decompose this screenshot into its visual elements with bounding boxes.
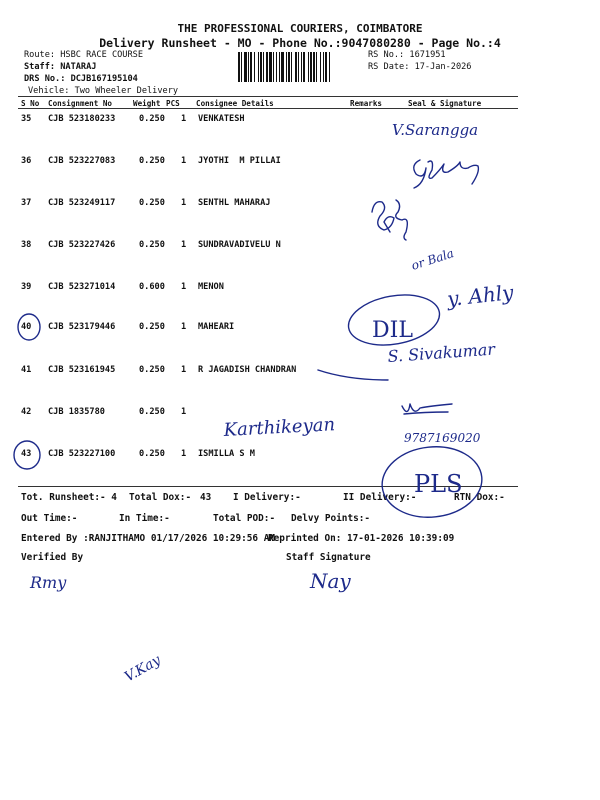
rtn-dox: RTN Dox:-: [454, 492, 505, 503]
row-consignee: VENKATESH: [198, 114, 245, 124]
row-consignee: MAHEARI: [198, 322, 235, 332]
row-sno: 41: [21, 365, 32, 375]
row-consignment: CJB 523271014: [48, 282, 116, 292]
reprinted-on: Reprinted On: 17-01-2026 10:39:09: [268, 533, 455, 544]
row-pcs: 1: [181, 114, 187, 124]
company-title: THE PROFESSIONAL COURIERS, COIMBATORE: [177, 22, 423, 35]
tot-runsheet: Tot. Runsheet:- 4: [21, 492, 117, 503]
sno-40-circle: [18, 314, 40, 340]
signature-36: [414, 160, 479, 188]
row-weight: 0.250: [139, 322, 165, 332]
in-time: In Time:-: [119, 513, 170, 524]
col-pcs: PCS: [166, 99, 180, 108]
route-label: Route: HSBC RACE COURSE: [24, 50, 143, 60]
row-sno: 38: [21, 240, 32, 250]
stamp-40: DIL: [372, 318, 413, 343]
row-weight: 0.250: [139, 240, 165, 250]
row-consignment: CJB 523249117: [48, 198, 116, 208]
row-weight: 0.600: [139, 282, 165, 292]
sno-43-circle: [14, 441, 40, 469]
col-weight: Weight: [133, 99, 161, 108]
row-pcs: 1: [181, 198, 187, 208]
total-pod: Total POD:-: [213, 513, 276, 524]
row-sno: 35: [21, 114, 32, 124]
row-weight: 0.250: [139, 198, 165, 208]
signature-42: [402, 404, 452, 414]
signature-37: [372, 200, 407, 240]
row-pcs: 1: [181, 365, 187, 375]
rs-number: RS No.: 1671951: [368, 50, 446, 60]
col-seal: Seal & Signature: [408, 99, 482, 108]
row-consignee: MENON: [198, 282, 224, 292]
row-pcs: 1: [181, 282, 187, 292]
signature-38: or Bala: [409, 246, 456, 273]
row-consignment: CJB 523227083: [48, 156, 116, 166]
row-consignment: CJB 523161945: [48, 365, 116, 375]
drs-label: DRS No.: DCJB167195104: [24, 74, 138, 84]
signature-41: S. Sivakumar: [386, 339, 496, 366]
row-pcs: 1: [181, 322, 187, 332]
i-delivery: I Delivery:-: [233, 492, 301, 503]
vehicle-label: Vehicle: Two Wheeler Delivery: [28, 86, 179, 96]
row-weight: 0.250: [139, 114, 165, 124]
col-sno: S No: [21, 99, 40, 108]
row-pcs: 1: [181, 449, 187, 459]
row-consignment: CJB 1835780: [48, 407, 105, 417]
rs-date: RS Date: 17-Jan-2026: [368, 62, 472, 72]
row-consignee: SENTHL MAHARAJ: [198, 198, 271, 208]
row-sno: 36: [21, 156, 32, 166]
row-sno: 39: [21, 282, 32, 292]
col-remarks: Remarks: [350, 99, 383, 108]
row-sno: 43: [21, 449, 32, 459]
stamp-43: PLS: [414, 470, 463, 498]
row-consignment: CJB 523227100: [48, 449, 116, 459]
row-consignment: CJB 523227426: [48, 240, 116, 250]
verified-by-label: Verified By: [21, 552, 84, 563]
out-time: Out Time:-: [21, 513, 78, 524]
row-weight: 0.250: [139, 449, 165, 459]
handwritten-name-42: Karthikeyan: [223, 414, 336, 441]
row-sno: 40: [21, 322, 32, 332]
staff-signature-label: Staff Signature: [286, 552, 371, 563]
entered-by: Entered By :RANJITHAMO 01/17/2026 10:29:56 AM: [21, 533, 275, 544]
row-pcs: 1: [181, 240, 187, 250]
row-consignment: CJB 523180233: [48, 114, 116, 124]
ii-delivery: II Delivery:-: [343, 492, 417, 503]
row-pcs: 1: [181, 407, 187, 417]
row-consignee: R JAGADISH CHANDRAN: [198, 365, 297, 375]
total-dox-label: Total Dox:-: [129, 492, 192, 503]
signature-39: y. Ahly: [446, 280, 515, 311]
phone-42: 9787169020: [404, 431, 481, 445]
row-sno: 37: [21, 198, 32, 208]
staff-signature: Nay: [310, 569, 351, 593]
staff-label: Staff: NATARAJ: [24, 62, 97, 72]
row-weight: 0.250: [139, 156, 165, 166]
row-consignee: ISMILLA S M: [198, 449, 255, 459]
col-consignee: Consignee Details: [196, 99, 274, 108]
bottom-signature: V.Kay: [122, 652, 164, 686]
row-weight: 0.250: [139, 365, 165, 375]
row-consignment: CJB 523179446: [48, 322, 116, 332]
total-dox-value: 43: [200, 492, 212, 503]
stroke-41: [318, 370, 388, 380]
delvy-points: Delvy Points:-: [291, 513, 371, 524]
signature-35: V.Sarangga: [392, 121, 479, 139]
row-weight: 0.250: [139, 407, 165, 417]
row-consignee: JYOTHI M PILLAI: [198, 156, 281, 166]
row-consignee: SUNDRAVADIVELU N: [198, 240, 281, 250]
runsheet-title: Delivery Runsheet - MO - Phone No.:9047080280 - Page No.:4: [99, 36, 501, 50]
verified-signature: Rmy: [30, 573, 67, 592]
row-sno: 42: [21, 407, 32, 417]
col-consignment: Consignment No: [48, 99, 113, 108]
row-pcs: 1: [181, 156, 187, 166]
